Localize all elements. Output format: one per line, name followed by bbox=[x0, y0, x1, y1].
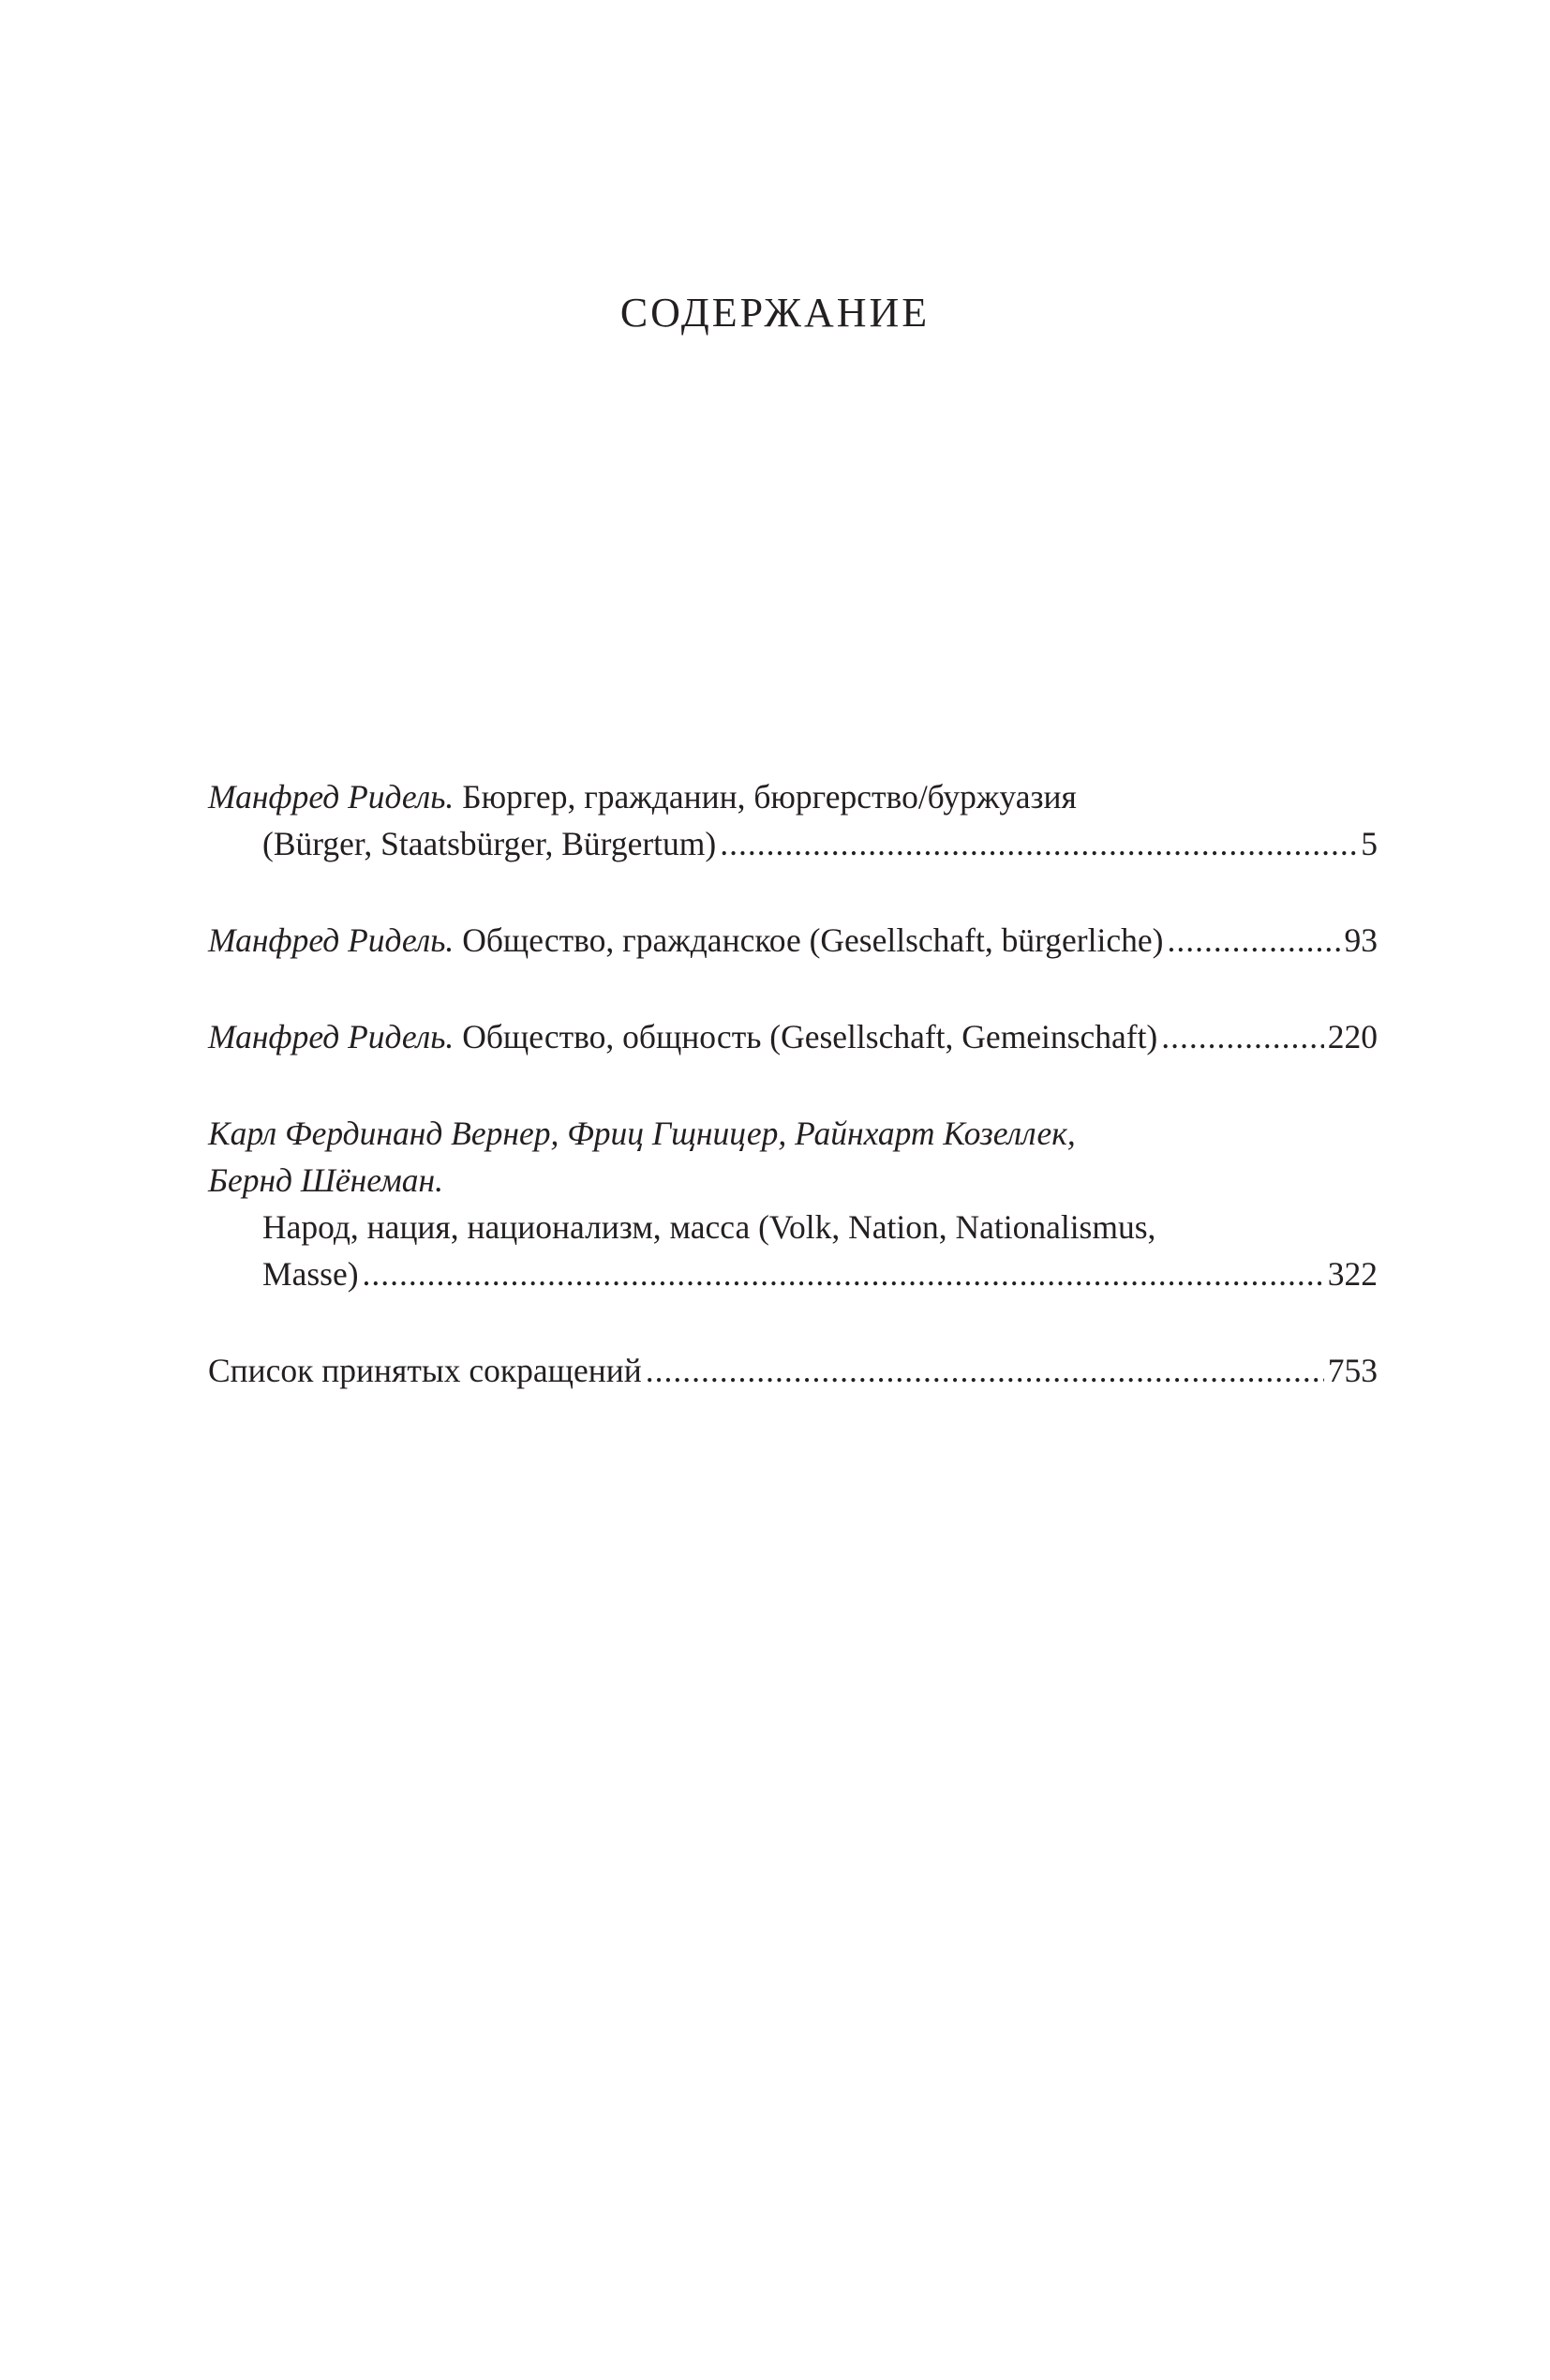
toc-heading: СОДЕРЖАНИЕ bbox=[619, 290, 931, 336]
toc-entry-1[interactable] bbox=[208, 773, 1378, 867]
toc-entry-1-line-2 bbox=[208, 820, 1378, 867]
toc-entry-4[interactable] bbox=[208, 1110, 1378, 1297]
toc-page-number: 220 bbox=[1327, 1018, 1378, 1055]
dot-leader bbox=[363, 1250, 1324, 1297]
toc-entry-3[interactable] bbox=[208, 1013, 1378, 1060]
toc-entry-5[interactable] bbox=[208, 1347, 1378, 1394]
toc-entry-title-continued: Masse) bbox=[262, 1255, 359, 1293]
dot-leader bbox=[1167, 917, 1340, 964]
toc-entry-author: Манфред Ридель. bbox=[208, 921, 455, 959]
toc-entry-title: Список принятых сокращений bbox=[208, 1352, 642, 1389]
toc-page-number: 753 bbox=[1327, 1352, 1378, 1389]
toc-entry-authors-continued: Бернд Шёнеман. bbox=[208, 1161, 444, 1199]
toc-entry-4-title-line-2 bbox=[208, 1250, 1378, 1297]
toc-entry-4-authors-line-2 bbox=[208, 1157, 1378, 1204]
toc-entry-1-line-1 bbox=[208, 773, 1378, 820]
toc-page-number: 5 bbox=[1361, 825, 1378, 862]
toc-entry-3-line-1 bbox=[208, 1013, 1378, 1060]
toc-entry-author: Манфред Ридель. bbox=[208, 1018, 455, 1055]
toc-entry-4-authors-line-1 bbox=[208, 1110, 1378, 1157]
toc-entry-4-title-line-1 bbox=[208, 1204, 1378, 1250]
table-of-contents bbox=[208, 773, 1378, 1444]
toc-entry-2-line-1 bbox=[208, 917, 1378, 964]
toc-page-number: 93 bbox=[1344, 921, 1378, 959]
toc-entry-title-continued: (Bürger, Staatsbürger, Bürgertum) bbox=[262, 825, 717, 862]
toc-entry-title: Общество, гражданское (Gesellschaft, bürgerliche) bbox=[454, 921, 1164, 959]
dot-leader bbox=[720, 820, 1357, 867]
toc-entry-2[interactable] bbox=[208, 917, 1378, 964]
toc-entry-author: Манфред Ридель. bbox=[208, 778, 455, 816]
dot-leader bbox=[1161, 1013, 1323, 1060]
toc-entry-title: Общество, общность (Gesellschaft, Gemeinschaft) bbox=[454, 1018, 1158, 1055]
toc-page-number: 322 bbox=[1327, 1255, 1378, 1293]
toc-entry-5-line-1 bbox=[208, 1347, 1378, 1394]
toc-entry-title: Народ, нация, национализм, масса (Volk, Nation, Nationalismus, bbox=[262, 1208, 1156, 1246]
toc-entry-title: Бюргер, гражданин, бюргерство/буржуазия bbox=[454, 778, 1077, 816]
dot-leader bbox=[646, 1347, 1324, 1394]
toc-entry-authors: Карл Фердинанд Вернер, Фриц Гщницер, Райнхарт Козеллек, bbox=[208, 1115, 1076, 1152]
